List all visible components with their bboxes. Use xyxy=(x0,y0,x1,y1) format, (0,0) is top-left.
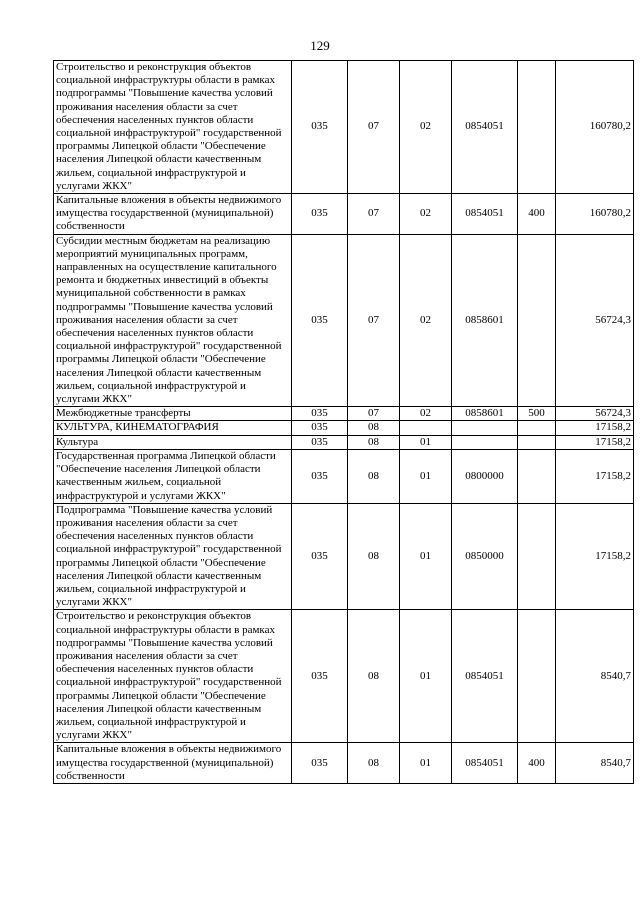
table-row xyxy=(54,503,634,610)
article-code: 0854051 xyxy=(452,743,518,784)
amount: 17158,2 xyxy=(556,435,634,449)
expense-type-code xyxy=(518,435,556,449)
expense-type-code xyxy=(518,449,556,503)
expense-type-code: 400 xyxy=(518,743,556,784)
article-code: 0850000 xyxy=(452,503,518,610)
article-code: 0854051 xyxy=(452,61,518,194)
article-code: 0800000 xyxy=(452,449,518,503)
section-code: 07 xyxy=(348,234,400,407)
amount: 160780,2 xyxy=(556,61,634,194)
section-code: 08 xyxy=(348,435,400,449)
table-row xyxy=(54,407,634,421)
expense-type-code xyxy=(518,61,556,194)
subsection-code: 02 xyxy=(400,61,452,194)
subsection-code: 01 xyxy=(400,503,452,610)
row-name: Строительство и реконструкция объектов социальной инфраструктуры области в рамках подпрограммы "Повышение качества условий проживания населения области за счет обеспечения населенных пунктов области социальной инфраструктурой" государственной программы Липецкой области "Обеспечение населения Липецкой области качественным жильем, социальной инфраструктурой и услугами ЖКХ" xyxy=(54,610,292,743)
subsection-code: 01 xyxy=(400,743,452,784)
ministry-code: 035 xyxy=(292,234,348,407)
article-code xyxy=(452,435,518,449)
section-code: 08 xyxy=(348,449,400,503)
article-code: 0854051 xyxy=(452,194,518,235)
article-code: 0858601 xyxy=(452,407,518,421)
expense-type-code xyxy=(518,234,556,407)
row-name: Строительство и реконструкция объектов социальной инфраструктуры области в рамках подпрограммы "Повышение качества условий проживания населения области за счет обеспечения населенных пунктов области социальной инфраструктурой" государственной программы Липецкой области "Обеспечение населения Липецкой области качественным жильем, социальной инфраструктурой и услугами ЖКХ" xyxy=(54,61,292,194)
ministry-code: 035 xyxy=(292,421,348,435)
row-name: Государственная программа Липецкой области "Обеспечение населения Липецкой области качественным жильем, социальной инфраструктурой и услугами ЖКХ" xyxy=(54,449,292,503)
ministry-code: 035 xyxy=(292,194,348,235)
amount: 8540,7 xyxy=(556,743,634,784)
expense-type-code: 400 xyxy=(518,194,556,235)
row-name: Подпрограмма "Повышение качества условий проживания населения области за счет обеспечения населенных пунктов области социальной инфраструктурой" государственной программы Липецкой области "Обеспечение населения Липецкой области качественным жильем, социальной инфраструктурой и услугами ЖКХ" xyxy=(54,503,292,610)
expense-type-code xyxy=(518,421,556,435)
section-code: 07 xyxy=(348,61,400,194)
article-code: 0858601 xyxy=(452,234,518,407)
amount: 8540,7 xyxy=(556,610,634,743)
section-code: 08 xyxy=(348,743,400,784)
row-name: Культура xyxy=(54,435,292,449)
article-code: 0854051 xyxy=(452,610,518,743)
ministry-code: 035 xyxy=(292,743,348,784)
expense-type-code xyxy=(518,610,556,743)
table-row xyxy=(54,743,634,784)
page-number: 129 xyxy=(310,38,330,53)
subsection-code: 01 xyxy=(400,449,452,503)
table-row xyxy=(54,449,634,503)
ministry-code: 035 xyxy=(292,610,348,743)
subsection-code: 01 xyxy=(400,435,452,449)
subsection-code: 02 xyxy=(400,194,452,235)
subsection-code: 01 xyxy=(400,610,452,743)
expense-type-code: 500 xyxy=(518,407,556,421)
table-row xyxy=(54,194,634,235)
ministry-code: 035 xyxy=(292,61,348,194)
ministry-code: 035 xyxy=(292,449,348,503)
section-code: 08 xyxy=(348,610,400,743)
budget-table xyxy=(53,60,634,784)
amount: 17158,2 xyxy=(556,503,634,610)
amount: 160780,2 xyxy=(556,194,634,235)
section-code: 07 xyxy=(348,194,400,235)
ministry-code: 035 xyxy=(292,435,348,449)
row-name: КУЛЬТУРА, КИНЕМАТОГРАФИЯ xyxy=(54,421,292,435)
amount: 56724,3 xyxy=(556,407,634,421)
subsection-code xyxy=(400,421,452,435)
table-row xyxy=(54,610,634,743)
expense-type-code xyxy=(518,503,556,610)
subsection-code: 02 xyxy=(400,407,452,421)
amount: 17158,2 xyxy=(556,421,634,435)
section-code: 07 xyxy=(348,407,400,421)
subsection-code: 02 xyxy=(400,234,452,407)
row-name: Субсидии местным бюджетам на реализацию мероприятий муниципальных программ, направленных на осуществление капитального ремонта и бюджетных инвестиций в объекты муниципальной собственности в рамках подпрограммы "Повышение качества условий проживания населения области за счет обеспечения населенных пунктов области социальной инфраструктурой" государственной программы Липецкой области "Обеспечение населения Липецкой области качественным жильем, социальной инфраструктурой и услугами ЖКХ" xyxy=(54,234,292,407)
section-code: 08 xyxy=(348,503,400,610)
ministry-code: 035 xyxy=(292,503,348,610)
table-row xyxy=(54,435,634,449)
table-row xyxy=(54,234,634,407)
amount: 56724,3 xyxy=(556,234,634,407)
section-code: 08 xyxy=(348,421,400,435)
amount: 17158,2 xyxy=(556,449,634,503)
row-name: Капитальные вложения в объекты недвижимого имущества государственной (муниципальной) собственности xyxy=(54,194,292,235)
article-code xyxy=(452,421,518,435)
row-name: Межбюджетные трансферты xyxy=(54,407,292,421)
ministry-code: 035 xyxy=(292,407,348,421)
table-row xyxy=(54,61,634,194)
row-name: Капитальные вложения в объекты недвижимого имущества государственной (муниципальной) собственности xyxy=(54,743,292,784)
table-row xyxy=(54,421,634,435)
